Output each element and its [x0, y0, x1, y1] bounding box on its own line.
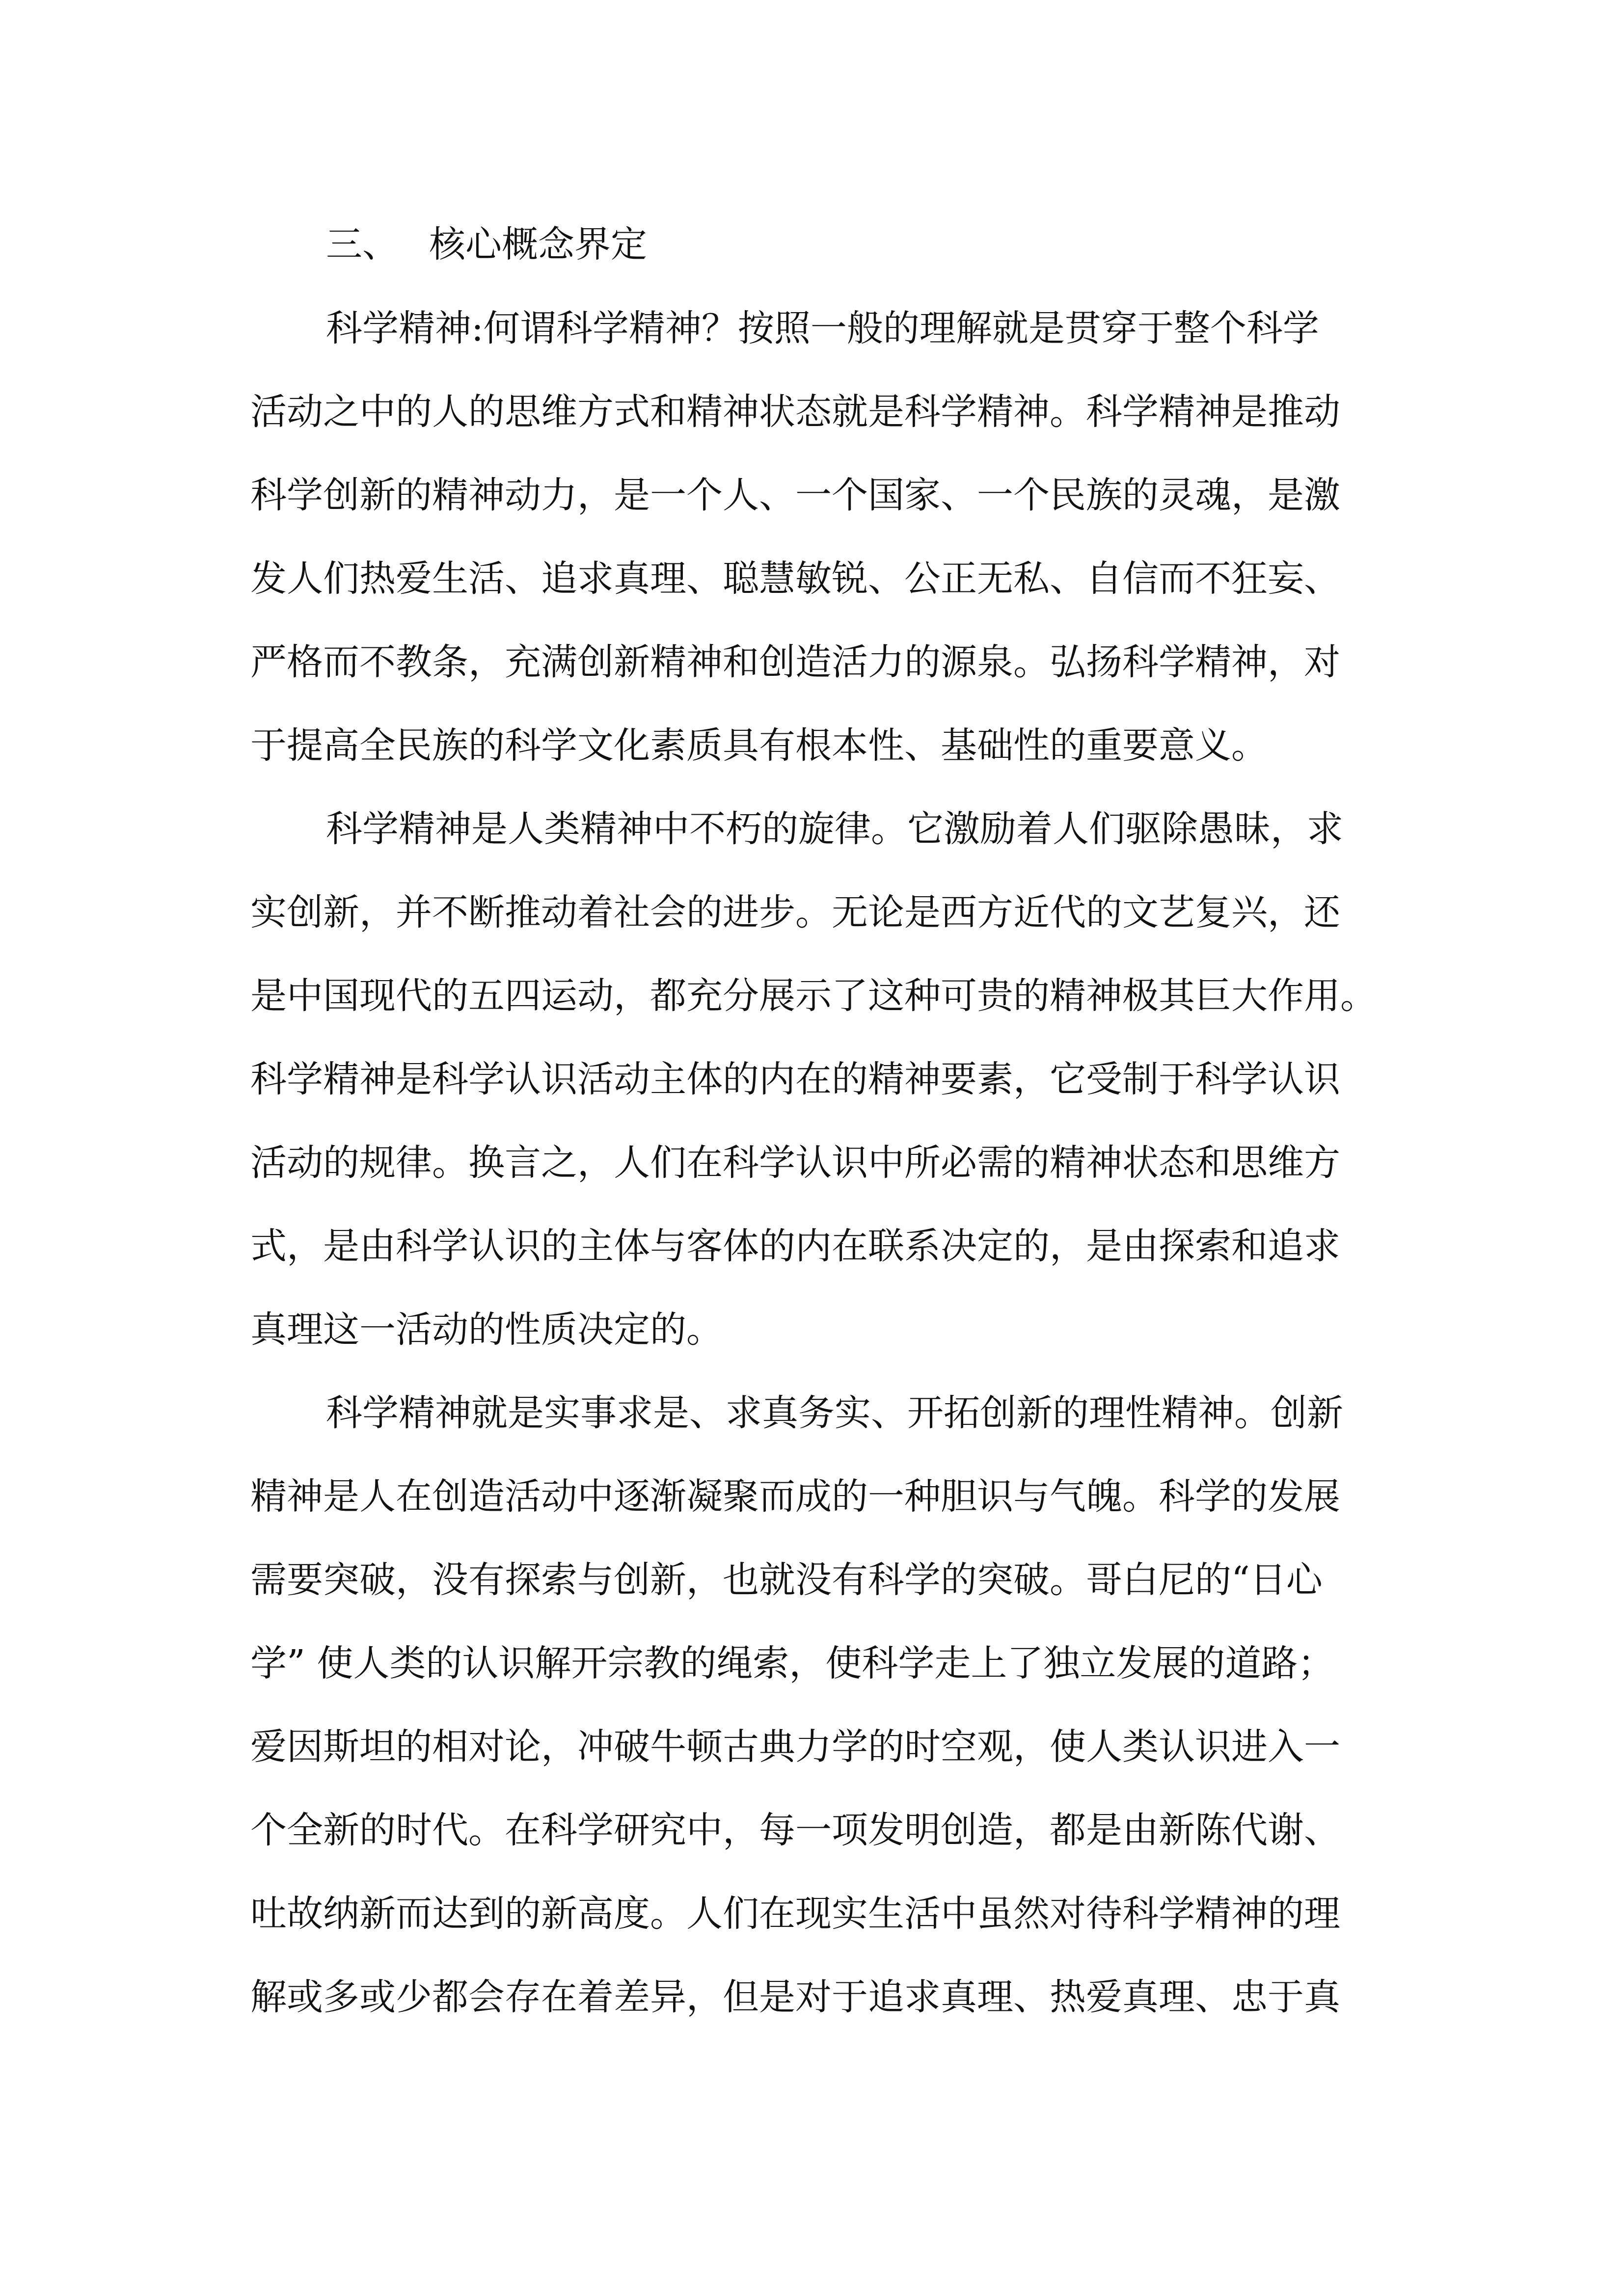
paragraph-1-line-3: 科学创新的精神动力，是一个人、一个国家、一个民族的灵魂，是激 — [250, 474, 1340, 516]
paragraph-2-line-3: 是中国现代的五四运动，都充分展示了这种可贵的精神极其巨大作用。 — [250, 975, 1377, 1017]
paragraph-3-line-8: 解或多或少都会存在着差异，但是对于追求真理、热爱真理、忠于真 — [250, 1976, 1340, 2018]
paragraph-1-line-5: 严格而不教条，充满创新精神和创造活力的源泉。弘扬科学精神，对 — [250, 641, 1340, 683]
paragraph-2-line-7: 真理这一活动的性质决定的。 — [250, 1308, 723, 1351]
paragraph-3-line-1: 科学精神就是实事求是、求真务实、开拓创新的理性精神。创新 — [326, 1392, 1343, 1434]
section-title: 核心概念界定 — [429, 223, 647, 266]
paragraph-2-line-4: 科学精神是科学认识活动主体的内在的精神要素，它受制于科学认识 — [250, 1058, 1340, 1100]
paragraph-1-line-1: 科学精神:何谓科学精神？按照一般的理解就是贯穿于整个科学 — [326, 307, 1319, 349]
paragraph-3-line-2: 精神是人在创造活动中逐渐凝聚而成的一种胆识与气魄。科学的发展 — [250, 1475, 1340, 1518]
paragraph-3-line-3: 需要突破，没有探索与创新，也就没有科学的突破。哥白尼的“日心 — [250, 1559, 1323, 1601]
paragraph-3-line-6: 个全新的时代。在科学研究中，每一项发明创造，都是由新陈代谢、 — [250, 1809, 1340, 1851]
paragraph-1-line-4: 发人们热爱生活、追求真理、聪慧敏锐、公正无私、自信而不狂妄、 — [250, 558, 1340, 600]
paragraph-1-line-6: 于提高全民族的科学文化素质具有根本性、基础性的重要意义。 — [250, 724, 1268, 767]
paragraph-3-line-7: 吐故纳新而达到的新高度。人们在现实生活中虽然对待科学精神的理 — [250, 1893, 1340, 1935]
section-number: 三、 — [326, 223, 399, 266]
paragraph-1-line-2: 活动之中的人的思维方式和精神状态就是科学精神。科学精神是推动 — [250, 391, 1340, 433]
paragraph-2-line-1: 科学精神是人类精神中不朽的旋律。它激励着人们驱除愚昧，求 — [326, 808, 1343, 850]
paragraph-2-line-5: 活动的规律。换言之，人们在科学认识中所必需的精神状态和思维方 — [250, 1142, 1340, 1184]
section-heading — [326, 224, 647, 265]
paragraph-3-line-5: 爱因斯坦的相对论，冲破牛顿古典力学的时空观，使人类认识进入一 — [250, 1726, 1340, 1768]
paragraph-2-line-6: 式，是由科学认识的主体与客体的内在联系决定的，是由探索和追求 — [250, 1225, 1340, 1267]
paragraph-2-line-2: 实创新，并不断推动着社会的进步。无论是西方近代的文艺复兴，还 — [250, 891, 1340, 934]
paragraph-3-line-4: 学” 使人类的认识解开宗教的绳索，使科学走上了独立发展的道路； — [250, 1642, 1334, 1684]
